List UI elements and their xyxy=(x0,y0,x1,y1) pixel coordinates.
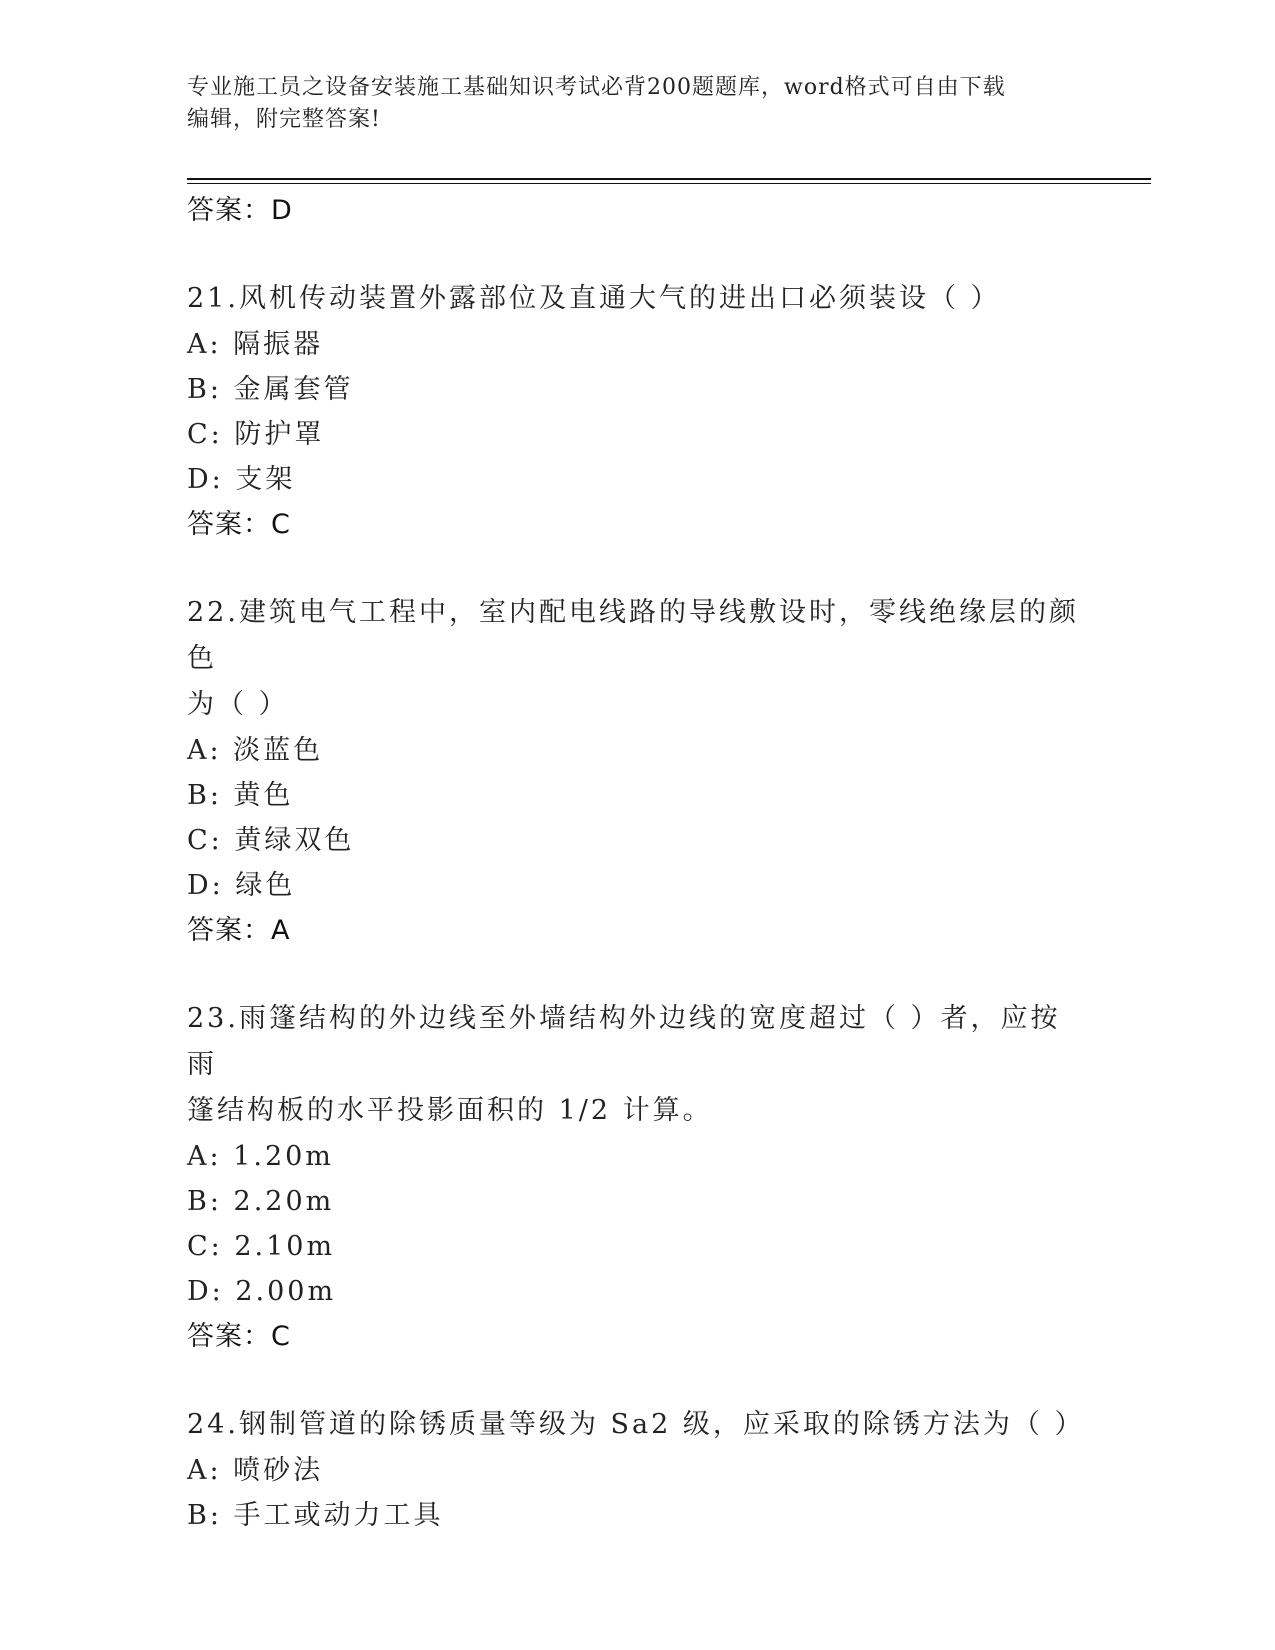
option-b: B: 2.20m xyxy=(187,1186,335,1217)
header-rule-thick xyxy=(187,178,1151,180)
option-a: A: 喷砂法 xyxy=(187,1455,324,1486)
answer-line: 答案：C xyxy=(187,509,291,540)
option-d: D: 2.00m xyxy=(187,1276,337,1307)
page-header xyxy=(187,72,1087,136)
question-stem-line: 篷结构板的水平投影面积的 1/2 计算。 xyxy=(187,1095,713,1126)
previous-answer: 答案：D xyxy=(187,195,293,226)
header-line-1: 专业施工员之设备安装施工基础知识考试必背200题题库，word格式可自由下载 xyxy=(187,75,1006,100)
option-c: C: 2.10m xyxy=(187,1231,336,1262)
option-a: A: 1.20m xyxy=(187,1141,334,1172)
answer-line: 答案：C xyxy=(187,1321,291,1352)
answer-line: 答案：A xyxy=(187,915,291,946)
option-d: D: 支架 xyxy=(187,464,296,495)
header-rule-thin xyxy=(187,183,1151,184)
question-stem-line: 21.风机传动装置外露部位及直通大气的进出口必须装设（ ） xyxy=(187,283,1001,314)
question-stem-line: 23.雨篷结构的外边线至外墙结构外边线的宽度超过（ ）者，应按雨 xyxy=(187,1003,1061,1080)
question-block xyxy=(187,276,1087,548)
option-c: C: 黄绿双色 xyxy=(187,825,355,856)
question-stem-line: 22.建筑电气工程中，室内配电线路的导线敷设时，零线绝缘层的颜色 xyxy=(187,597,1079,674)
option-b: B: 手工或动力工具 xyxy=(187,1500,444,1531)
question-block xyxy=(187,590,1087,954)
question-stem-line: 24.钢制管道的除锈质量等级为 Sa2 级，应采取的除锈方法为（ ） xyxy=(187,1409,1085,1440)
header-line-2: 编辑，附完整答案! xyxy=(187,107,381,132)
question-stem xyxy=(187,590,1087,728)
option-a: A: 淡蓝色 xyxy=(187,735,324,766)
question-list xyxy=(187,188,1087,1538)
question-block xyxy=(187,1402,1087,1538)
question-block xyxy=(187,996,1087,1360)
question-stem-line: 为（ ） xyxy=(187,689,289,720)
option-b: B: 黄色 xyxy=(187,780,294,811)
option-a: A: 隔振器 xyxy=(187,329,324,360)
question-stem xyxy=(187,996,1087,1134)
question-stem xyxy=(187,276,1087,322)
question-stem xyxy=(187,1402,1087,1448)
option-c: C: 防护罩 xyxy=(187,419,325,450)
option-d: D: 绿色 xyxy=(187,870,296,901)
option-b: B: 金属套管 xyxy=(187,374,354,405)
